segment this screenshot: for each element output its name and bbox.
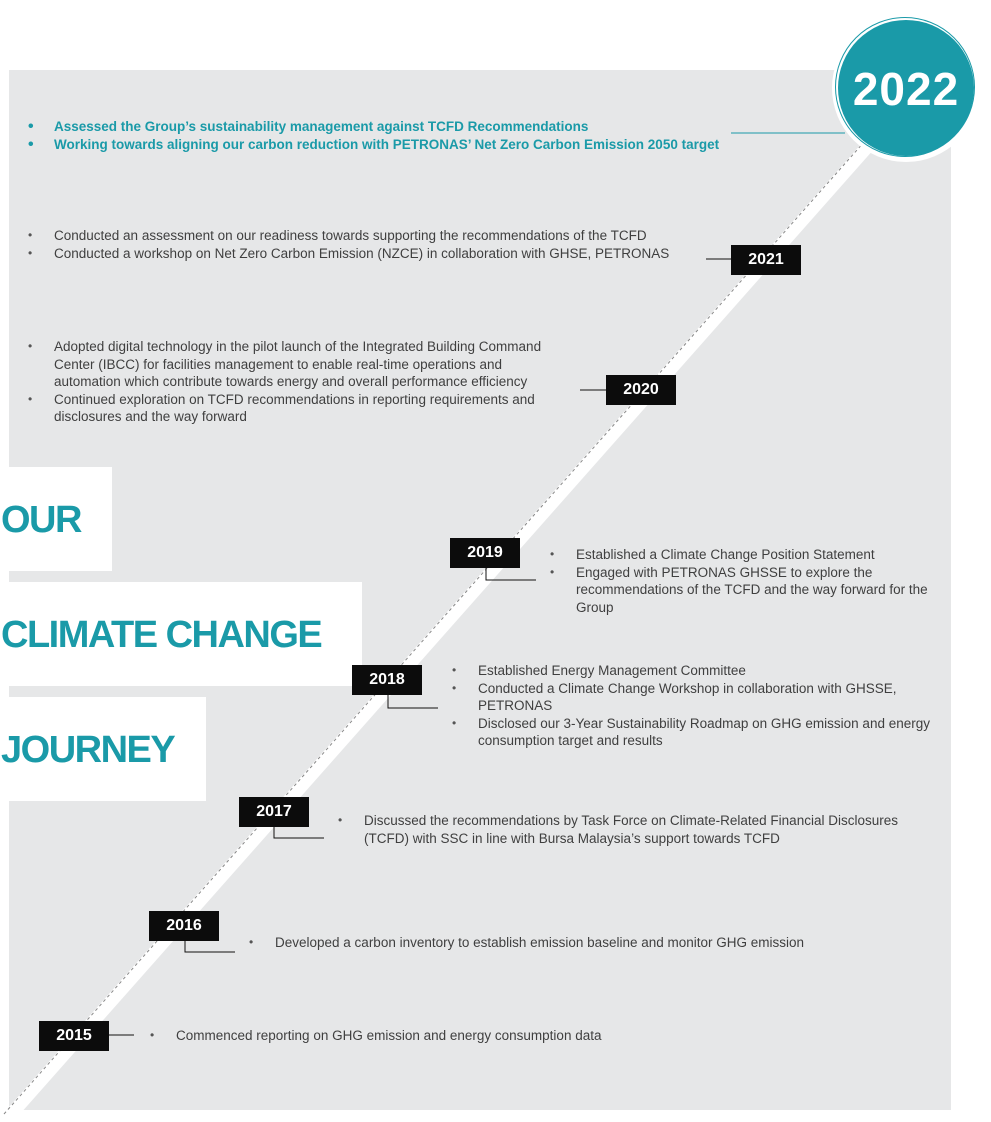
milestone-item: • Continued exploration on TCFD recommendations in reporting requirements and disclosures and the way forward <box>28 391 568 426</box>
title-box-climate-change <box>0 582 362 686</box>
milestone-item: • Conducted an assessment on our readiness towards supporting the recommendations of the TCFD <box>28 227 688 245</box>
milestone-2018-list <box>452 662 930 750</box>
milestone-item: • Developed a carbon inventory to establish emission baseline and monitor GHG emission <box>249 934 809 952</box>
connector-2018 <box>388 695 438 708</box>
title-journey: JOURNEY <box>1 729 175 771</box>
milestone-2019-list <box>550 546 930 616</box>
year-label-2020: 2020 <box>606 375 676 405</box>
connector-2017 <box>274 826 324 838</box>
year-label-2019: 2019 <box>450 538 520 568</box>
milestone-2022-list <box>28 118 728 153</box>
milestone-item: • Engaged with PETRONAS GHSSE to explore the recommendations of the TCFD and the way forward for the Group <box>550 564 930 617</box>
milestone-2015-list <box>150 1027 710 1045</box>
milestone-item: • Working towards aligning our carbon reduction with PETRONAS’ Net Zero Carbon Emission 2050 target <box>28 136 728 154</box>
year-badge-2022 <box>832 14 980 162</box>
milestone-item: • Commenced reporting on GHG emission and energy consumption data <box>150 1027 710 1045</box>
year-label-2018: 2018 <box>352 665 422 695</box>
milestone-item: • Conducted a Climate Change Workshop in collaboration with GHSSE, PETRONAS <box>452 680 930 715</box>
milestone-item: • Assessed the Group’s sustainability management against TCFD Recommendations <box>28 118 728 136</box>
year-label-2021: 2021 <box>731 245 801 275</box>
milestone-2021-list <box>28 227 688 262</box>
milestone-item: • Conducted a workshop on Net Zero Carbon Emission (NZCE) in collaboration with GHSE, PETRONAS <box>28 245 688 263</box>
title-box-journey <box>0 697 206 801</box>
year-label-2016: 2016 <box>149 911 219 941</box>
milestone-item: • Adopted digital technology in the pilot launch of the Integrated Building Command Center (IBCC) for facilities management to enable real-time operations and automation which contribute towards energy and overall performance efficiency <box>28 338 568 391</box>
milestone-item: • Discussed the recommendations by Task Force on Climate-Related Financial Disclosures (TCFD) with SSC in line with Bursa Malaysia’s support towards TCFD <box>338 812 918 847</box>
title-box-our <box>0 467 112 571</box>
connector-2016 <box>185 940 235 952</box>
year-label-2017: 2017 <box>239 797 309 827</box>
milestone-2020-list <box>28 338 568 426</box>
milestone-item: • Disclosed our 3-Year Sustainability Roadmap on GHG emission and energy consumption target and results <box>452 715 930 750</box>
milestone-2017-list <box>338 812 918 847</box>
title-climate-change: CLIMATE CHANGE <box>1 614 322 656</box>
milestone-item: • Established Energy Management Committee <box>452 662 930 680</box>
milestone-2016-list <box>249 934 809 952</box>
year-label-2015: 2015 <box>39 1021 109 1051</box>
milestone-item: • Established a Climate Change Position Statement <box>550 546 930 564</box>
title-our: OUR <box>1 499 81 541</box>
year-2022: 2022 <box>852 63 960 115</box>
